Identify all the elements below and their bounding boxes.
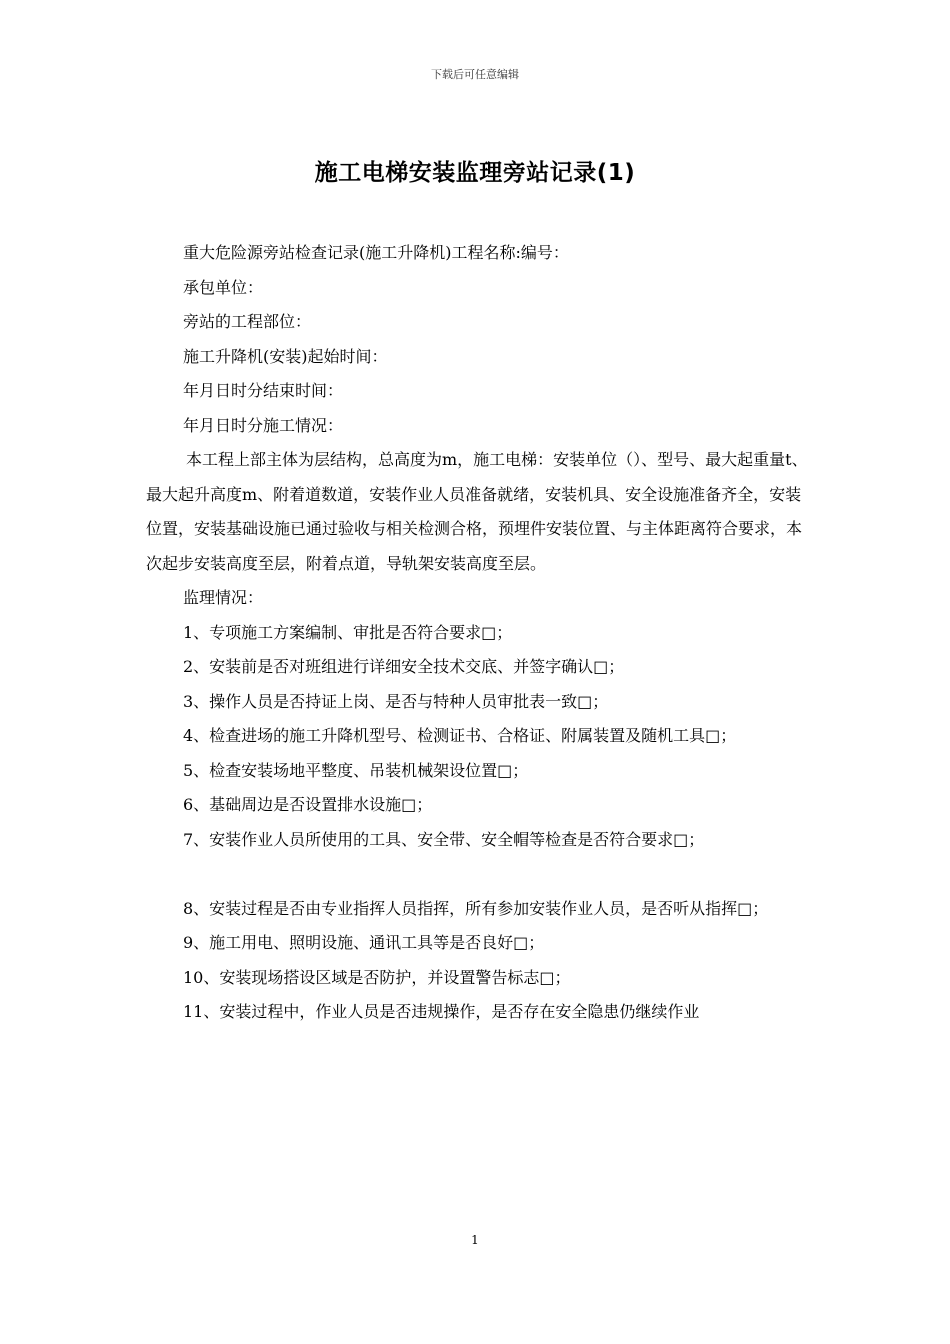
paragraph-project-description: 本工程上部主体为层结构，总高度为m，施工电梯：安装单位（）、型号、最大起重量t、最大起升高度m、附着道数道，安装作业人员准备就绪，安装机具、安全设施准备齐全，安装位置，安装基础设施已通过验收与相关检测合格，预埋件安装位置、与主体距离符合要求，本次起步安装高度至层，附着点道，导轨架安装高度至层。 bbox=[146, 450, 808, 573]
list-item: 7、安装作业人员所使用的工具、安全带、安全帽等检查是否符合要求□； bbox=[183, 829, 705, 849]
document-body bbox=[146, 236, 814, 1030]
list-item: 2、安装前是否对班组进行详细安全技术交底、并签字确认□； bbox=[183, 657, 625, 676]
paragraph-supervision-heading: 监理情况： bbox=[183, 588, 264, 607]
paragraph-end-time: 年月日时分结束时间： bbox=[183, 381, 344, 400]
list-item: 11、安装过程中，作业人员是否违规操作，是否存在安全隐患仍继续作业 bbox=[183, 1002, 700, 1021]
paragraph-start-time: 施工升降机(安装)起始时间： bbox=[183, 346, 388, 366]
list-item: 9、施工用电、照明设施、通讯工具等是否良好□； bbox=[183, 933, 545, 952]
list-item: 3、操作人员是否持证上岗、是否与特种人员审批表一致□； bbox=[183, 691, 609, 711]
list-item: 8、安装过程是否由专业指挥人员指挥，所有参加安装作业人员，是否听从指挥□； bbox=[183, 898, 769, 918]
blank-line bbox=[146, 857, 814, 892]
paragraph-record-info: 重大危险源旁站检查记录(施工升降机)工程名称:编号： bbox=[183, 243, 569, 262]
list-item: 6、基础周边是否设置排水设施□； bbox=[183, 795, 433, 814]
paragraph-location: 旁站的工程部位： bbox=[183, 312, 312, 331]
paragraph-contractor: 承包单位： bbox=[183, 277, 264, 297]
list-item: 1、专项施工方案编制、审批是否符合要求□； bbox=[183, 622, 513, 642]
list-item: 10、安装现场搭设区域是否防护，并设置警告标志□； bbox=[183, 967, 571, 987]
page-number: 1 bbox=[471, 1233, 479, 1247]
list-item: 4、检查进场的施工升降机型号、检测证书、合格证、附属装置及随机工具□； bbox=[183, 726, 737, 745]
page-header: 下载后可任意编辑 bbox=[431, 68, 519, 81]
list-item: 5、检查安装场地平整度、吊装机械架设位置□； bbox=[183, 760, 529, 780]
document-title: 施工电梯安装监理旁站记录(1) bbox=[314, 160, 636, 186]
paragraph-construction-status: 年月日时分施工情况： bbox=[183, 415, 344, 435]
